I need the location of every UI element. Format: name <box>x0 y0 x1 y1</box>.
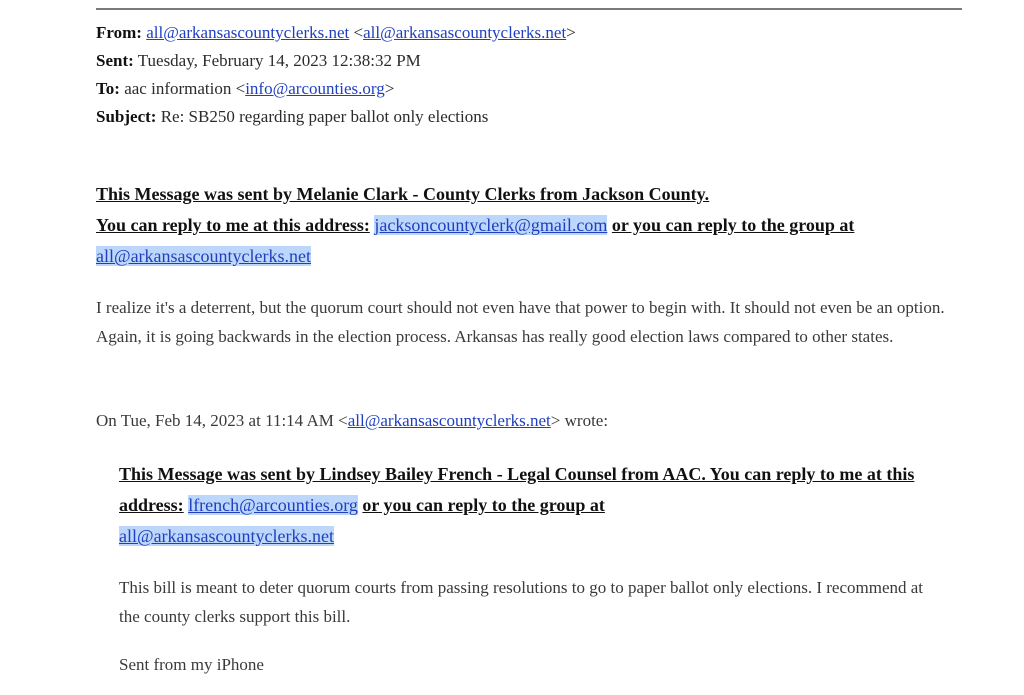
from-row <box>96 19 576 47</box>
sender-reply-email-link[interactable]: jacksoncountyclerk@gmail.com <box>374 215 608 235</box>
from-name-link[interactable]: all@arkansascountyclerks.net <box>146 23 350 42</box>
quoted-attribution-suffix: wrote: <box>564 411 609 430</box>
sent-value: Tuesday, February 14, 2023 12:38:32 PM <box>137 51 421 70</box>
from-open-bracket: < <box>353 23 364 42</box>
quoted-banner-text: This Message was sent by Lindsey Bailey French - Legal Counsel from AAC. You can reply to me at this address: <box>119 464 915 515</box>
quoted-group-email-link[interactable]: all@arkansascountyclerks.net <box>119 526 334 546</box>
sender-group-email-link[interactable]: all@arkansascountyclerks.net <box>96 246 311 266</box>
quoted-attribution-prefix: On Tue, Feb 14, 2023 at 11:14 AM <box>96 411 334 430</box>
sender-banner-group-text: or you can reply to the group at <box>611 215 855 235</box>
from-close-bracket: > <box>566 23 576 42</box>
sender-banner-reply-text: You can reply to me at this address: <box>96 215 370 235</box>
quoted-sender-banner <box>119 459 959 552</box>
to-name: aac information <box>124 79 232 98</box>
sent-row <box>96 47 576 75</box>
quoted-attribution <box>96 406 968 435</box>
sender-banner <box>96 179 966 272</box>
quoted-attribution-email-link[interactable]: all@arkansascountyclerks.net <box>347 411 551 430</box>
subject-value: Re: SB250 regarding paper ballot only elections <box>160 107 489 126</box>
sent-label: Sent: <box>96 51 134 70</box>
to-open-bracket: < <box>235 79 246 98</box>
from-address-link[interactable]: all@arkansascountyclerks.net <box>363 23 567 42</box>
quoted-close-bracket: > <box>550 411 561 430</box>
message-body: I realize it's a deterrent, but the quorum court should not even have that power to begin with. It should not even be an option. Again, it is going backwards in the election process. Arkansas has really good election laws compared to other states. <box>96 298 945 346</box>
email-header <box>96 19 576 131</box>
quoted-reply-email-link[interactable]: lfrench@arcounties.org <box>188 495 358 515</box>
top-divider <box>96 8 962 10</box>
quoted-open-bracket: < <box>338 411 348 430</box>
from-label: From: <box>96 23 142 42</box>
subject-label: Subject: <box>96 107 157 126</box>
quoted-banner-group-text: or you can reply to the group at <box>362 495 605 515</box>
subject-row <box>96 103 576 131</box>
to-close-bracket: > <box>384 79 395 98</box>
to-label: To: <box>96 79 120 98</box>
sender-banner-line1: This Message was sent by Melanie Clark - County Clerks from Jackson County. <box>96 184 710 204</box>
quoted-body: This bill is meant to deter quorum courts from passing resolutions to go to paper ballot only elections. I recommend at the county clerks support this bill. <box>119 578 924 626</box>
to-row <box>96 75 576 103</box>
to-address-link[interactable]: info@arcounties.org <box>245 79 385 98</box>
quoted-signature: Sent from my iPhone <box>119 655 264 674</box>
